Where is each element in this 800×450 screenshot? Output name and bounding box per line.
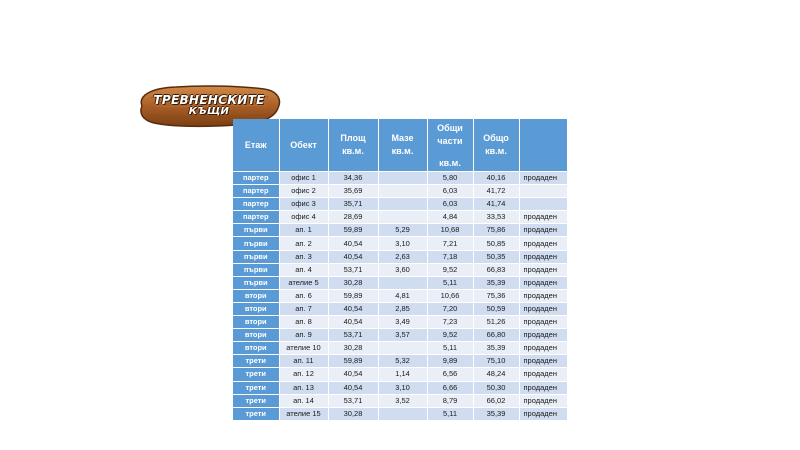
table-row <box>233 407 567 420</box>
table-row <box>233 185 567 198</box>
cell-object: офис 4 <box>279 211 328 224</box>
cell-status: продаден <box>519 224 567 237</box>
cell-object: ап. 4 <box>279 263 328 276</box>
cell-area: 34,36 <box>328 172 378 185</box>
cell-area: 35,69 <box>328 185 378 198</box>
cell-status: продаден <box>519 263 567 276</box>
cell-basement <box>378 198 427 211</box>
cell-object: ап. 3 <box>279 250 328 263</box>
cell-area: 40,54 <box>328 368 378 381</box>
cell-floor: партер <box>233 198 279 211</box>
cell-object: ап. 1 <box>279 224 328 237</box>
table-header-row <box>233 119 567 172</box>
cell-common: 4,84 <box>427 211 473 224</box>
cell-total: 50,85 <box>473 237 519 250</box>
cell-status: продаден <box>519 276 567 289</box>
cell-area: 40,54 <box>328 381 378 394</box>
cell-object: ап. 11 <box>279 355 328 368</box>
cell-area: 40,54 <box>328 250 378 263</box>
cell-status <box>519 185 567 198</box>
cell-common: 10,68 <box>427 224 473 237</box>
table-row <box>233 198 567 211</box>
cell-common: 8,79 <box>427 394 473 407</box>
cell-total: 66,80 <box>473 329 519 342</box>
logo-title-line1: ТРЕВНЕНСКИТЕ <box>153 93 265 107</box>
cell-total: 40,16 <box>473 172 519 185</box>
table-row <box>233 381 567 394</box>
cell-common: 6,03 <box>427 198 473 211</box>
cell-status: продаден <box>519 289 567 302</box>
cell-floor: трети <box>233 355 279 368</box>
table-row <box>233 263 567 276</box>
cell-total: 75,10 <box>473 355 519 368</box>
cell-floor: трети <box>233 368 279 381</box>
cell-area: 30,28 <box>328 342 378 355</box>
cell-status: продаден <box>519 342 567 355</box>
cell-total: 66,02 <box>473 394 519 407</box>
cell-basement: 3,49 <box>378 316 427 329</box>
cell-status: продаден <box>519 250 567 263</box>
cell-total: 51,26 <box>473 316 519 329</box>
units-table <box>233 119 567 420</box>
cell-status: продаден <box>519 172 567 185</box>
cell-total: 50,30 <box>473 381 519 394</box>
cell-total: 50,59 <box>473 302 519 315</box>
cell-object: ап. 8 <box>279 316 328 329</box>
cell-total: 41,74 <box>473 198 519 211</box>
cell-basement <box>378 342 427 355</box>
cell-object: ап. 14 <box>279 394 328 407</box>
header-total: Общо кв.м. <box>473 119 519 172</box>
cell-floor: трети <box>233 381 279 394</box>
cell-basement <box>378 172 427 185</box>
cell-floor: първи <box>233 263 279 276</box>
cell-status <box>519 198 567 211</box>
cell-basement: 3,57 <box>378 329 427 342</box>
cell-area: 40,54 <box>328 237 378 250</box>
cell-area: 30,28 <box>328 407 378 420</box>
cell-object: ателие 10 <box>279 342 328 355</box>
cell-common: 6,56 <box>427 368 473 381</box>
cell-area: 53,71 <box>328 263 378 276</box>
table-row <box>233 237 567 250</box>
table-row <box>233 289 567 302</box>
cell-common: 6,66 <box>427 381 473 394</box>
cell-basement: 3,52 <box>378 394 427 407</box>
cell-basement: 2,85 <box>378 302 427 315</box>
cell-basement <box>378 276 427 289</box>
cell-object: ап. 12 <box>279 368 328 381</box>
cell-area: 30,28 <box>328 276 378 289</box>
cell-common: 10,66 <box>427 289 473 302</box>
cell-floor: втори <box>233 329 279 342</box>
cell-basement <box>378 407 427 420</box>
table-row <box>233 329 567 342</box>
cell-basement: 1,14 <box>378 368 427 381</box>
cell-common: 5,80 <box>427 172 473 185</box>
cell-basement: 2,63 <box>378 250 427 263</box>
cell-basement: 3,60 <box>378 263 427 276</box>
cell-status: продаден <box>519 381 567 394</box>
cell-common: 5,11 <box>427 276 473 289</box>
cell-total: 35,39 <box>473 276 519 289</box>
cell-total: 50,35 <box>473 250 519 263</box>
cell-object: ап. 6 <box>279 289 328 302</box>
cell-common: 7,18 <box>427 250 473 263</box>
cell-status: продаден <box>519 394 567 407</box>
cell-status: продаден <box>519 368 567 381</box>
cell-floor: първи <box>233 237 279 250</box>
cell-common: 6,03 <box>427 185 473 198</box>
table-row <box>233 224 567 237</box>
table-row <box>233 211 567 224</box>
header-object: Обект <box>279 119 328 172</box>
cell-total: 66,83 <box>473 263 519 276</box>
cell-area: 53,71 <box>328 329 378 342</box>
cell-floor: трети <box>233 407 279 420</box>
cell-object: ателие 5 <box>279 276 328 289</box>
cell-floor: втори <box>233 316 279 329</box>
table-row <box>233 276 567 289</box>
cell-object: офис 2 <box>279 185 328 198</box>
cell-area: 40,54 <box>328 316 378 329</box>
cell-common: 5,11 <box>427 407 473 420</box>
cell-basement: 3,10 <box>378 381 427 394</box>
cell-basement: 5,32 <box>378 355 427 368</box>
cell-area: 35,71 <box>328 198 378 211</box>
cell-floor: партер <box>233 172 279 185</box>
cell-area: 59,89 <box>328 224 378 237</box>
cell-status: продаден <box>519 355 567 368</box>
cell-floor: трети <box>233 394 279 407</box>
cell-common: 5,11 <box>427 342 473 355</box>
cell-area: 59,89 <box>328 289 378 302</box>
cell-floor: втори <box>233 342 279 355</box>
cell-basement: 3,10 <box>378 237 427 250</box>
cell-total: 35,39 <box>473 407 519 420</box>
cell-object: офис 3 <box>279 198 328 211</box>
cell-status: продаден <box>519 316 567 329</box>
table-row <box>233 172 567 185</box>
cell-object: ап. 2 <box>279 237 328 250</box>
cell-object: офис 1 <box>279 172 328 185</box>
cell-common: 7,20 <box>427 302 473 315</box>
cell-floor: партер <box>233 211 279 224</box>
cell-area: 59,89 <box>328 355 378 368</box>
logo-title-line2: КЪЩИ <box>188 106 230 117</box>
cell-floor: партер <box>233 185 279 198</box>
cell-common: 9,52 <box>427 329 473 342</box>
cell-total: 35,39 <box>473 342 519 355</box>
cell-area: 53,71 <box>328 394 378 407</box>
cell-object: ап. 13 <box>279 381 328 394</box>
cell-object: ап. 7 <box>279 302 328 315</box>
header-common: Общи части кв.м. <box>427 119 473 172</box>
cell-status: продаден <box>519 211 567 224</box>
table-row <box>233 355 567 368</box>
cell-common: 9,52 <box>427 263 473 276</box>
table-row <box>233 368 567 381</box>
cell-area: 28,69 <box>328 211 378 224</box>
cell-basement: 4,81 <box>378 289 427 302</box>
cell-floor: втори <box>233 302 279 315</box>
cell-total: 75,36 <box>473 289 519 302</box>
cell-object: ателие 15 <box>279 407 328 420</box>
cell-object: ап. 9 <box>279 329 328 342</box>
table-row <box>233 394 567 407</box>
cell-common: 7,23 <box>427 316 473 329</box>
table-row <box>233 342 567 355</box>
table-row <box>233 250 567 263</box>
table-row <box>233 316 567 329</box>
cell-total: 41,72 <box>473 185 519 198</box>
cell-status: продаден <box>519 407 567 420</box>
cell-status: продаден <box>519 237 567 250</box>
cell-floor: първи <box>233 276 279 289</box>
cell-floor: първи <box>233 250 279 263</box>
header-basement: Мазе кв.м. <box>378 119 427 172</box>
cell-floor: първи <box>233 224 279 237</box>
cell-common: 9,89 <box>427 355 473 368</box>
table-row <box>233 302 567 315</box>
header-status <box>519 119 567 172</box>
header-floor: Етаж <box>233 119 279 172</box>
cell-common: 7,21 <box>427 237 473 250</box>
cell-basement: 5,29 <box>378 224 427 237</box>
cell-area: 40,54 <box>328 302 378 315</box>
header-area: Площ кв.м. <box>328 119 378 172</box>
cell-basement <box>378 185 427 198</box>
cell-total: 75,86 <box>473 224 519 237</box>
cell-floor: втори <box>233 289 279 302</box>
cell-total: 33,53 <box>473 211 519 224</box>
cell-status: продаден <box>519 329 567 342</box>
table-body <box>233 172 567 420</box>
cell-total: 48,24 <box>473 368 519 381</box>
cell-status: продаден <box>519 302 567 315</box>
cell-basement <box>378 211 427 224</box>
